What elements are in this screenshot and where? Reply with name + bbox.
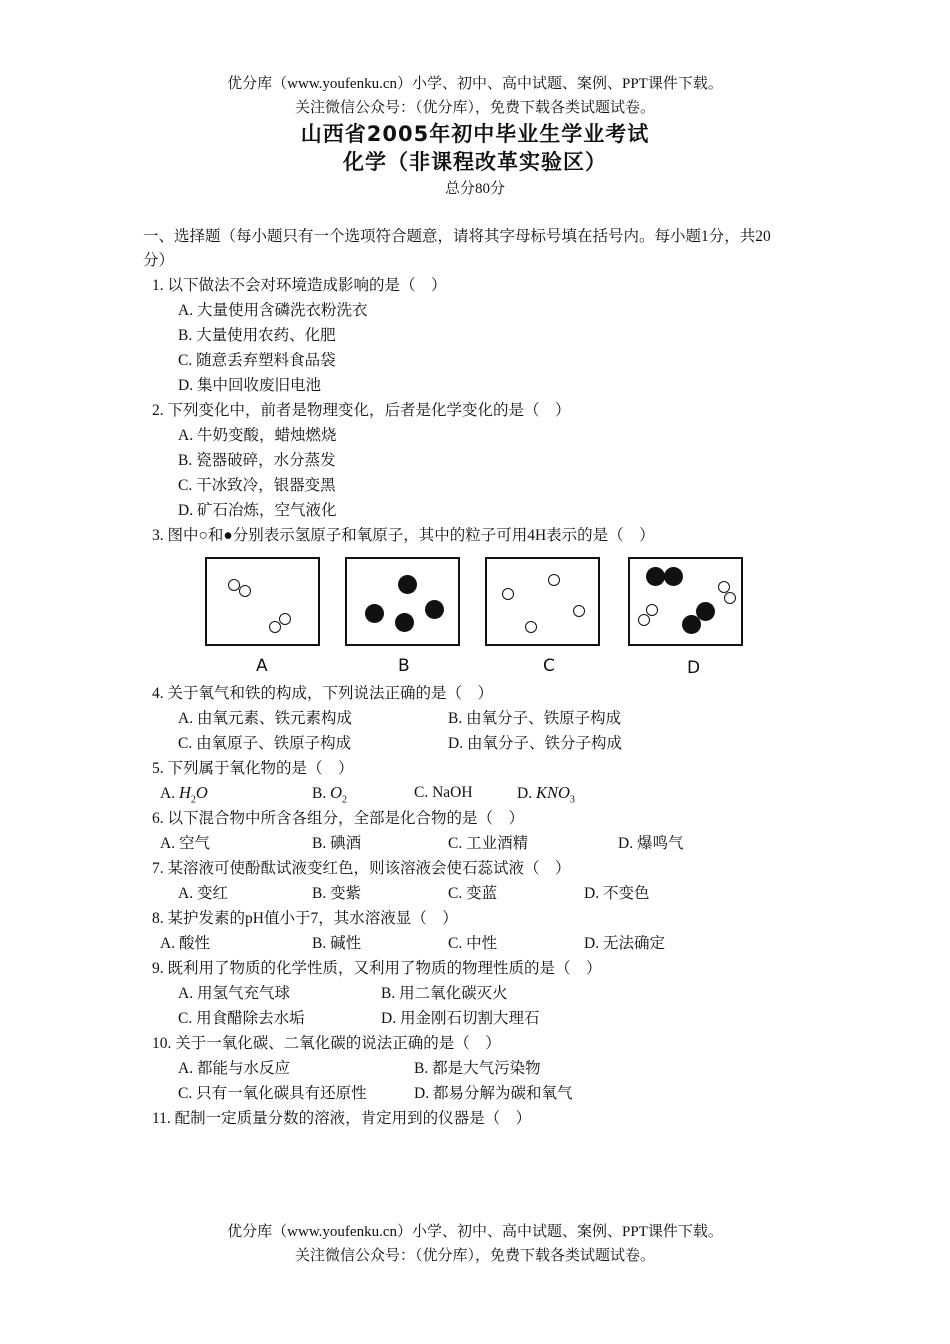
hydrogen-atom: [502, 588, 514, 600]
q1-option-a: A. 大量使用含磷洗衣粉洗衣: [178, 302, 368, 319]
footer-line-1: 优分库（www.youfenku.cn）小学、初中、高中试题、案例、PPT课件下载。: [227, 1224, 723, 1240]
hydrogen-atom: [724, 592, 736, 604]
section-intro-line-2: 分）: [143, 252, 175, 269]
question-2: 2. 下列变化中，前者是物理变化，后者是化学变化的是（ ）: [152, 402, 571, 419]
exam-subtitle: 化学（非课程改革实验区）: [343, 150, 607, 174]
oxygen-atom: [398, 575, 417, 594]
oxygen-atom: [646, 567, 665, 586]
oxygen-atom: [664, 567, 683, 586]
q8-option-b: B. 碱性: [312, 935, 362, 952]
q10-option-a: A. 都能与水反应: [178, 1060, 290, 1077]
figure-box-c: [485, 557, 600, 646]
question-10: 10. 关于一氧化碳、二氧化碳的说法正确的是（ ）: [152, 1035, 501, 1052]
header-line-2: 关注微信公众号：（优分库），免费下载各类试题试卷。: [294, 100, 655, 116]
q10-option-c: C. 只有一氧化碳具有还原性: [178, 1085, 367, 1102]
figure-box-d: [628, 557, 743, 646]
question-3: 3. 图中○和●分别表示氢原子和氧原子，其中的粒子可用4H表示的是（ ）: [152, 527, 655, 544]
hydrogen-atom: [638, 614, 650, 626]
header-line-1: 优分库（www.youfenku.cn）小学、初中、高中试题、案例、PPT课件下载。: [227, 76, 723, 92]
q10-option-d: D. 都易分解为碳和氧气: [414, 1085, 573, 1102]
q6-option-b: B. 碘酒: [312, 835, 362, 852]
q9-option-b: B. 用二氧化碳灭火: [381, 985, 508, 1002]
q6-option-a: A. 空气: [160, 835, 210, 852]
question-4: 4. 关于氧气和铁的构成，下列说法正确的是（ ）: [152, 685, 494, 702]
oxygen-atom: [425, 600, 444, 619]
figure-box-b: [345, 557, 460, 646]
q7-option-c: C. 变蓝: [448, 885, 498, 902]
formula-o2: $O_2$: [330, 783, 348, 806]
figure-label-a: A: [256, 656, 268, 676]
figure-label-d: D: [687, 658, 701, 678]
total-score: 总分80分: [444, 181, 505, 197]
q4-option-a: A. 由氧元素、铁元素构成: [178, 710, 352, 727]
question-8: 8. 某护发素的pH值小于7，其水溶液显（ ）: [152, 910, 458, 927]
formula-kno3: $KNO_3$: [535, 783, 575, 806]
question-1: 1. 以下做法不会对环境造成影响的是（ ）: [152, 277, 447, 294]
exam-title: 山西省2005年初中毕业生学业考试: [300, 122, 650, 146]
q9-option-a: A. 用氢气充气球: [178, 985, 290, 1002]
q7-option-a: A. 变红: [178, 885, 228, 902]
q6-option-d: D. 爆鸣气: [618, 835, 684, 852]
q8-option-c: C. 中性: [448, 935, 498, 952]
question-9: 9. 既利用了物质的化学性质，又利用了物质的物理性质的是（ ）: [152, 960, 602, 977]
q6-option-c: C. 工业酒精: [448, 835, 529, 852]
figure-label-c: C: [543, 656, 555, 676]
q5-option-a: [160, 782, 208, 811]
q4-option-b: B. 由氧分子、铁原子构成: [448, 710, 622, 727]
q2-option-b: B. 瓷器破碎，水分蒸发: [178, 452, 336, 469]
question-7: 7. 某溶液可使酚酞试液变红色，则该溶液会使石蕊试液（ ）: [152, 860, 571, 877]
hydrogen-atom: [525, 621, 537, 633]
question-5: 5. 下列属于氧化物的是（ ）: [152, 760, 354, 777]
oxygen-atom: [395, 613, 414, 632]
question-11: 11. 配制一定质量分数的溶液，肯定用到的仪器是（ ）: [152, 1110, 532, 1127]
q4-option-c: C. 由氧原子、铁原子构成: [178, 735, 352, 752]
q10-option-b: B. 都是大气污染物: [414, 1060, 541, 1077]
footer-line-2: 关注微信公众号：（优分库），免费下载各类试题试卷。: [294, 1248, 655, 1264]
q8-option-a: A. 酸性: [160, 935, 210, 952]
q9-option-c: C. 用食醋除去水垢: [178, 1010, 305, 1027]
q1-option-d: D. 集中回收废旧电池: [178, 377, 321, 394]
formula-h2o: $H_2O$: [178, 783, 208, 806]
q4-option-d: D. 由氧分子、铁分子构成: [448, 735, 622, 752]
q8-option-d: D. 无法确定: [584, 935, 665, 952]
q5-option-b-label: B.: [312, 785, 327, 802]
q1-option-b: B. 大量使用农药、化肥: [178, 327, 336, 344]
q2-option-c: C. 干冰致冷，银器变黑: [178, 477, 336, 494]
figure-label-b: B: [398, 656, 410, 676]
hydrogen-atom: [646, 604, 658, 616]
q7-option-b: B. 变紫: [312, 885, 362, 902]
q5-option-a-label: A.: [160, 785, 176, 802]
q5-option-d-label: D.: [517, 785, 533, 802]
q5-option-b: [312, 782, 347, 811]
question-6: 6. 以下混合物中所含各组分，全部是化合物的是（ ）: [152, 810, 525, 827]
hydrogen-atom: [269, 621, 281, 633]
section-intro-line-1: 一、选择题（每小题只有一个选项符合题意，请将其字母标号填在括号内。每小题1分，共20: [143, 228, 771, 245]
q7-option-d: D. 不变色: [584, 885, 650, 902]
q2-option-a: A. 牛奶变酸，蜡烛燃烧: [178, 427, 337, 444]
figure-box-a: [205, 557, 320, 646]
q9-option-d: D. 用金刚石切割大理石: [381, 1010, 540, 1027]
hydrogen-atom: [548, 574, 560, 586]
oxygen-atom: [365, 604, 384, 623]
hydrogen-atom: [573, 605, 585, 617]
q2-option-d: D. 矿石冶炼，空气液化: [178, 502, 337, 519]
q5-option-d: [517, 782, 575, 811]
hydrogen-atom: [279, 613, 291, 625]
hydrogen-atom: [239, 585, 251, 597]
q1-option-c: C. 随意丢弃塑料食品袋: [178, 352, 336, 369]
q5-option-c: C. NaOH: [414, 784, 473, 801]
oxygen-atom: [682, 615, 701, 634]
